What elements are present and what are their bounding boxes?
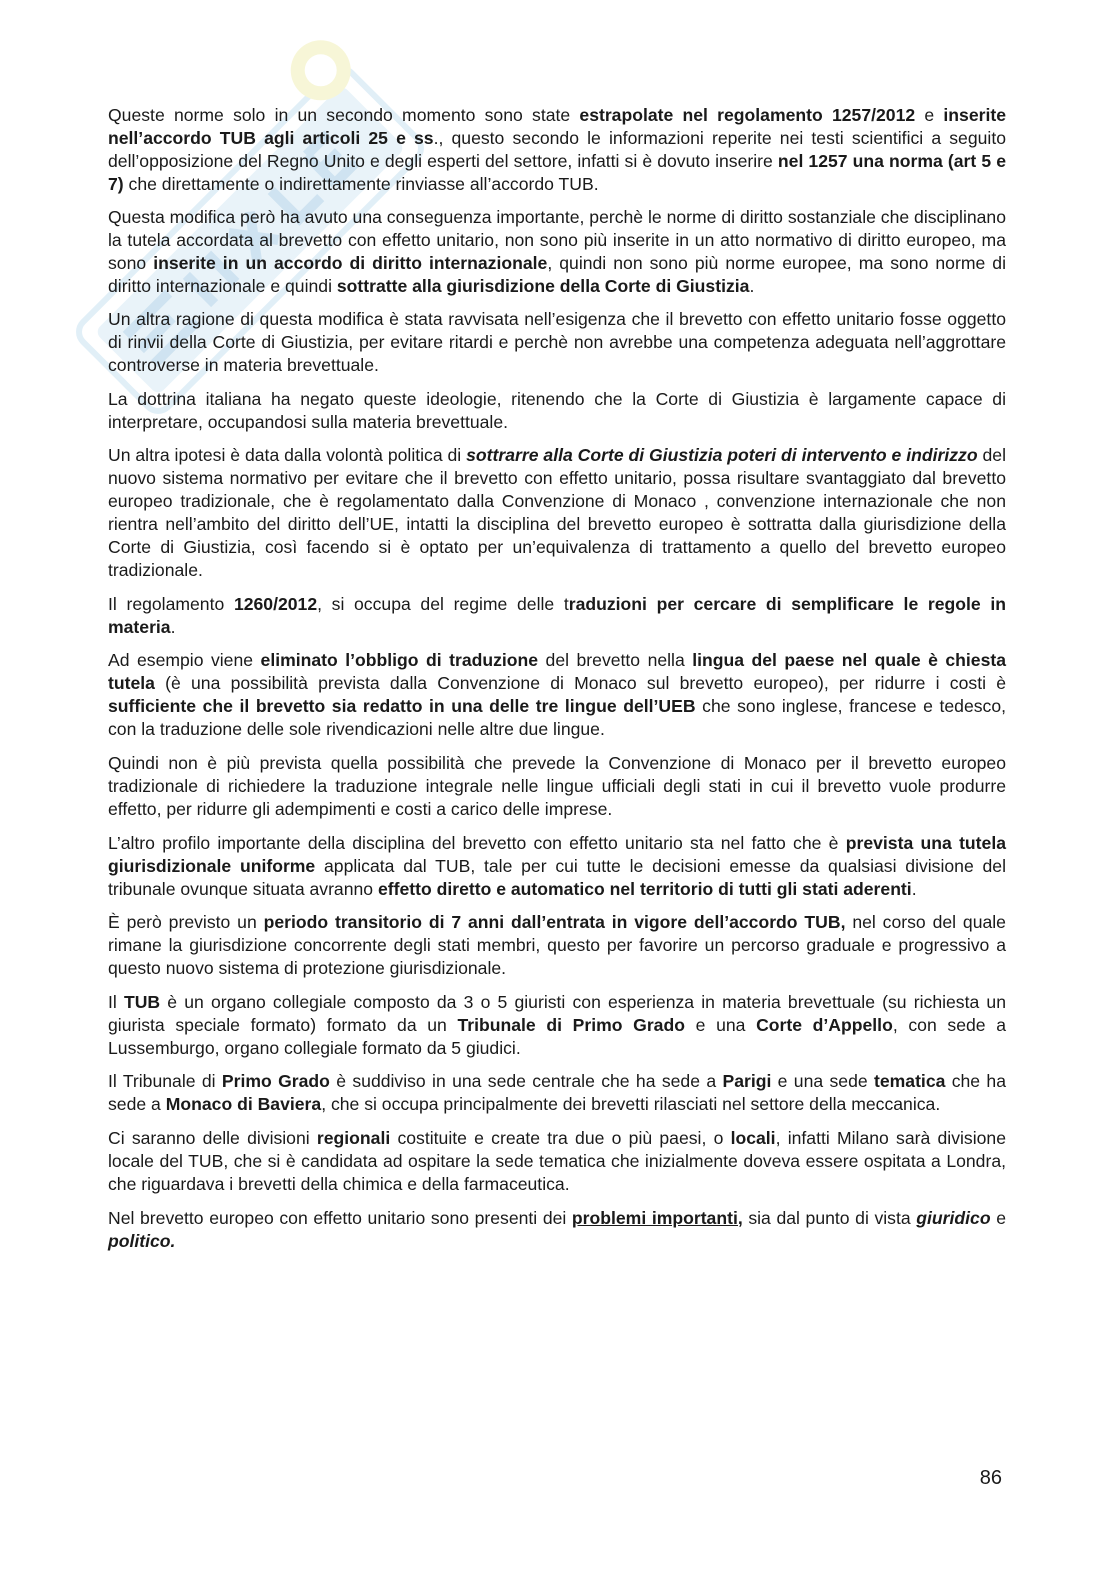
text-run: , che si occupa principalmente dei brevetti rilasciati nel settore della meccanica. bbox=[321, 1094, 941, 1115]
emphasized-text: problemi importanti, bbox=[571, 1207, 743, 1228]
emphasized-text: Tribunale di Primo Grado bbox=[457, 1014, 685, 1035]
emphasized-text: eliminato l’obbligo di traduzione bbox=[260, 650, 539, 671]
emphasized-text: nel 1257 una norma (art 5 e 7) bbox=[108, 151, 1007, 194]
emphasized-text: giuridico bbox=[916, 1207, 991, 1228]
text-run: Quindi non è più prevista quella possibilità che prevede la Convenzione di Monaco per il brevetto europeo tradizionale di richiedere la traduzione integrale nelle lingue ufficiali degli stati in cui il brevetto vuole produrre effetto, per ridurre gli adempimenti e costi a carico delle imprese. bbox=[108, 752, 1006, 819]
paragraph bbox=[108, 1207, 1006, 1253]
text-run: , si occupa del regime delle t bbox=[317, 593, 569, 614]
text-run: . bbox=[749, 276, 755, 296]
paragraph bbox=[108, 593, 1006, 639]
text-run: Questa modifica però ha avuto una conseguenza importante, perchè le norme di diritto sostanziale che disciplinano la tutela accordata al brevetto con effetto unitario, non sono più inserite in un atto normativo di diritto europeo, ma sono bbox=[108, 207, 1006, 273]
emphasized-text: inserite in un accordo di diritto internazionale bbox=[153, 253, 548, 273]
text-run: (è una possibilità prevista dalla Convenzione di Monaco sul brevetto europeo), per ridurre i costi è bbox=[154, 673, 1006, 694]
text-run: sia dal punto di vista bbox=[742, 1207, 917, 1228]
emphasized-text: 1260/2012 bbox=[233, 593, 318, 614]
text-run: nel corso del quale rimane la giurisdizione concorrente degli stati membri, questo per favorire un percorso graduale e progressivo a questo nuovo sistema di protezione giurisdizionale. bbox=[108, 912, 1006, 979]
emphasized-text: politico. bbox=[108, 1230, 176, 1251]
text-run: Ci saranno delle divisioni bbox=[108, 1127, 317, 1148]
text-run: Nel brevetto europeo con effetto unitario sono presenti dei bbox=[108, 1207, 572, 1228]
emphasized-text: periodo transitorio di 7 anni dall’entrata in vigore dell’accordo TUB, bbox=[263, 912, 846, 933]
emphasized-text: effetto diretto e automatico nel territorio di tutti gli stati aderenti bbox=[377, 878, 912, 899]
text-run: del brevetto nella bbox=[538, 650, 693, 671]
text-run: che ha sede a bbox=[108, 1071, 1007, 1115]
text-run: Un altra ipotesi è data dalla volontà politica di bbox=[108, 445, 467, 466]
text-run: e bbox=[915, 105, 944, 125]
emphasized-text: regionali bbox=[316, 1127, 391, 1148]
page-number: 86 bbox=[979, 1467, 1002, 1489]
text-run: . bbox=[170, 616, 176, 637]
text-run: È però previsto un bbox=[108, 912, 264, 933]
paragraph bbox=[108, 1070, 1006, 1116]
paragraph bbox=[108, 911, 1006, 980]
text-run: La dottrina italiana ha negato queste ideologie, ritenendo che la Corte di Giustizia è largamente capace di interpretare, occupandosi sulla materia brevettuale. bbox=[108, 388, 1006, 432]
text-run: , quindi non sono più norme europee, ma sono norme di diritto internazionale e quindi bbox=[108, 253, 1006, 296]
text-run: Il bbox=[108, 991, 124, 1012]
paragraph bbox=[108, 444, 1006, 582]
emphasized-text: Parigi bbox=[722, 1071, 772, 1092]
emphasized-text: raduzioni per cercare di semplificare le regole in materia bbox=[108, 593, 1006, 637]
text-run: L’altro profilo importante della disciplina del brevetto con effetto unitario sta nel fatto che è bbox=[108, 832, 846, 853]
text-run: e una sede bbox=[771, 1071, 874, 1092]
emphasized-text: Monaco di Baviera bbox=[165, 1094, 322, 1115]
paragraph bbox=[108, 991, 1006, 1060]
text-run: che direttamente o indirettamente rinviasse all’accordo TUB. bbox=[123, 174, 599, 194]
paragraph bbox=[108, 388, 1006, 434]
text-run: applicata dal TUB, tale per cui tutte le decisioni emesse da qualsiasi divisione del tribunale ovunque situata avranno bbox=[108, 855, 1006, 899]
emphasized-text: sufficiente che il brevetto sia redatto in una delle tre lingue dell’UEB bbox=[108, 696, 696, 717]
text-run: Il Tribunale di bbox=[108, 1071, 222, 1092]
paragraph bbox=[108, 832, 1006, 901]
emphasized-text: TUB bbox=[123, 991, 161, 1012]
text-run: costituite e create tra due o più paesi, o bbox=[390, 1127, 731, 1148]
document-body bbox=[108, 104, 1006, 1263]
paragraph bbox=[108, 1127, 1006, 1196]
paragraph bbox=[108, 752, 1006, 821]
emphasized-text: Corte d’Appello bbox=[756, 1014, 893, 1035]
paragraph bbox=[108, 649, 1006, 741]
emphasized-text: inserite nell’accordo TUB agli articoli 25 e ss bbox=[108, 105, 1007, 148]
paragraph bbox=[108, 104, 1006, 196]
paragraph bbox=[108, 206, 1006, 298]
text-run: e bbox=[990, 1207, 1006, 1228]
emphasized-text: lingua del paese nel quale è chiesta tutela bbox=[108, 650, 1007, 694]
text-run: è un organo collegiale composto da 3 o 5 giuristi con esperienza in materia brevettuale (su richiesta un giurista speciale formato) formato da un bbox=[108, 991, 1007, 1035]
emphasized-text: Primo Grado bbox=[221, 1071, 330, 1092]
text-run: Un altra ragione di questa modifica è stata ravvisata nell’esigenza che il brevetto con effetto unitario fosse oggetto di rinvii della Corte di Giustizia, per evitare ritardi e perchè non avrebbe una competenza adeguata nell’aggrottare controverse in materia brevettuale. bbox=[108, 309, 1006, 375]
text-run: che sono inglese, francese e tedesco, con la traduzione delle sole rivendicazioni nelle altre due lingue. bbox=[108, 696, 1006, 740]
text-run: Queste norme solo in un secondo momento sono state bbox=[108, 105, 580, 125]
text-run: ., questo secondo le informazioni reperite nei testi scientifici a seguito dell’opposizione del Regno Unito e degli esperti del settore, infatti si è dovuto inserire bbox=[108, 128, 1006, 171]
text-run: Ad esempio viene bbox=[108, 650, 261, 671]
text-run: Il regolamento bbox=[108, 593, 234, 614]
text-run: e una bbox=[684, 1014, 757, 1035]
paragraph bbox=[108, 308, 1006, 377]
emphasized-text: estrapolate nel regolamento 1257/2012 bbox=[579, 105, 916, 125]
text-run: , con sede a Lussemburgo, organo collegiale formato da 5 giudici. bbox=[108, 1014, 1006, 1058]
emphasized-text: prevista una tutela giurisdizionale uniforme bbox=[108, 832, 1006, 876]
text-run: , infatti Milano sarà divisione locale del TUB, che si è candidata ad ospitare la sede tematica che inizialmente doveva essere ospitata a Londra, che riguardava i brevetti della chimica e della farmaceutica. bbox=[108, 1127, 1006, 1194]
emphasized-text: sottrarre alla Corte di Giustizia poteri di intervento e indirizzo bbox=[466, 445, 978, 466]
text-run: . bbox=[911, 878, 917, 899]
text-run: del nuovo sistema normativo per evitare che il brevetto con effetto unitario, possa risultare svantaggiato dal brevetto europeo tradizionale, che è regolamentato dalla Convenzione di Monaco , convenzione internazionale che non rientra nell’ambito del diritto dell’UE, intatti la disciplina del brevetto europeo è sottratta dalla giurisdizione della Corte di Giustizia, così facendo si è optato per un’equivalenza di trattamento a quello del brevetto europeo tradizionale. bbox=[108, 445, 1006, 581]
emphasized-text: sottratte alla giurisdizione della Corte di Giustizia bbox=[336, 276, 750, 296]
emphasized-text: tematica bbox=[874, 1071, 946, 1092]
emphasized-text: locali bbox=[730, 1127, 776, 1148]
text-run: è suddiviso in una sede centrale che ha sede a bbox=[329, 1071, 723, 1092]
